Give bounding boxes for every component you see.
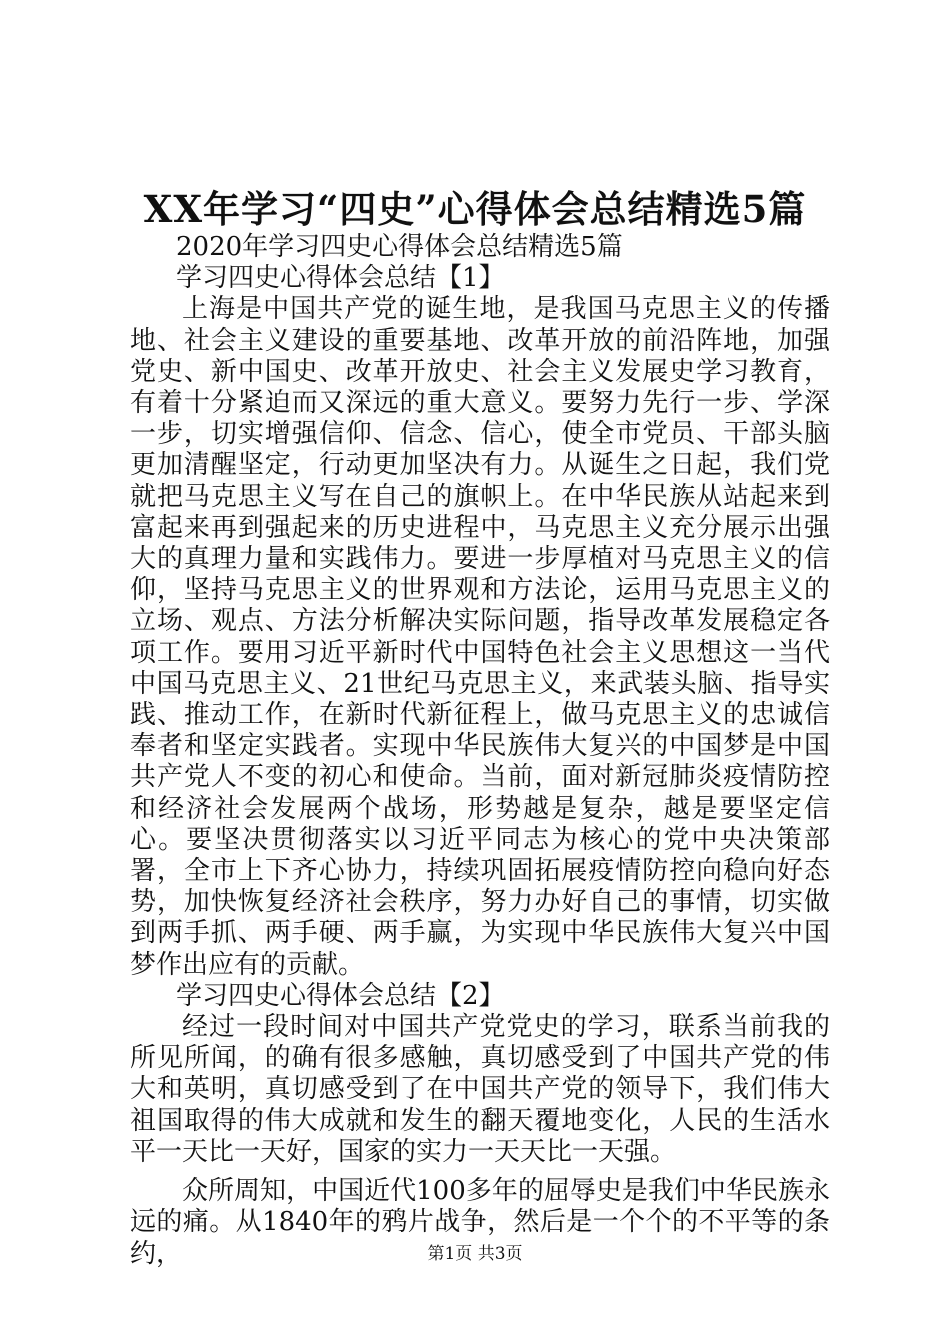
section-heading-1: 学习四史心得体会总结【1】 bbox=[176, 263, 505, 294]
section-heading-2: 学习四史心得体会总结【2】 bbox=[176, 980, 505, 1011]
paragraph: 众所周知，中国近代100多年的屈辱史是我们中华民族永远的痛。从1840年的鸦片战争，然后是一个个的不平等的条约， bbox=[130, 1176, 830, 1269]
document-body bbox=[130, 232, 830, 1270]
document-subtitle: 2020年学习四史心得体会总结精选5篇 bbox=[176, 232, 623, 262]
paragraph: 经过一段时间对中国共产党党史的学习，联系当前我的所见所闻，的确有很多感触，真切感受到了中国共产党的伟大和英明，真切感受到了在中国共产党的领导下，我们伟大祖国取得的伟大成就和发生的翻天覆地变化，人民的生活水平一天比一天好，国家的实力一天天比一天强。 bbox=[130, 1012, 830, 1167]
document-title: XX年学习“四史”心得体会总结精选5篇 bbox=[143, 187, 807, 231]
page-footer: 第1页 共3页 bbox=[427, 1244, 523, 1264]
paragraph: 上海是中国共产党的诞生地，是我国马克思主义的传播地、社会主义建设的重要基地、改革开放的前沿阵地，加强党史、新中国史、改革开放史、社会主义发展史学习教育，有着十分紧迫而又深远的重大意义。要努力先行一步、学深一步，切实增强信仰、信念、信心，使全市党员、干部头脑更加清醒坚定，行动更加坚决有力。从诞生之日起，我们党就把马克思主义写在自己的旗帜上。在中华民族从站起来到富起来再到强起来的历史进程中，马克思主义充分展示出强大的真理力量和实践伟力。要进一步厚植对马克思主义的信仰，坚持马克思主义的世界观和方法论，运用马克思主义的立场、观点、方法分析解决实际问题，指导改革发展稳定各项工作。要用习近平新时代中国特色社会主义思想这一当代中国马克思主义、21世纪马克思主义，来武装头脑、指导实践、推动工作，在新时代新征程上，做马克思主义的忠诚信奉者和坚定实践者。实现中华民族伟大复兴的中国梦是中国共产党人不变的初心和使命。当前，面对新冠肺炎疫情防控和经济社会发展两个战场，形势越是复杂，越是要坚定信心。要坚决贯彻落实以习近平同志为核心的党中央决策部署，全市上下齐心协力，持续巩固拓展疫情防控向稳向好态势，加快恢复经济社会秩序，努力办好自己的事情，切实做到两手抓、两手硬、两手赢，为实现中华民族伟大复兴中国梦作出应有的贡献。 bbox=[130, 294, 830, 980]
